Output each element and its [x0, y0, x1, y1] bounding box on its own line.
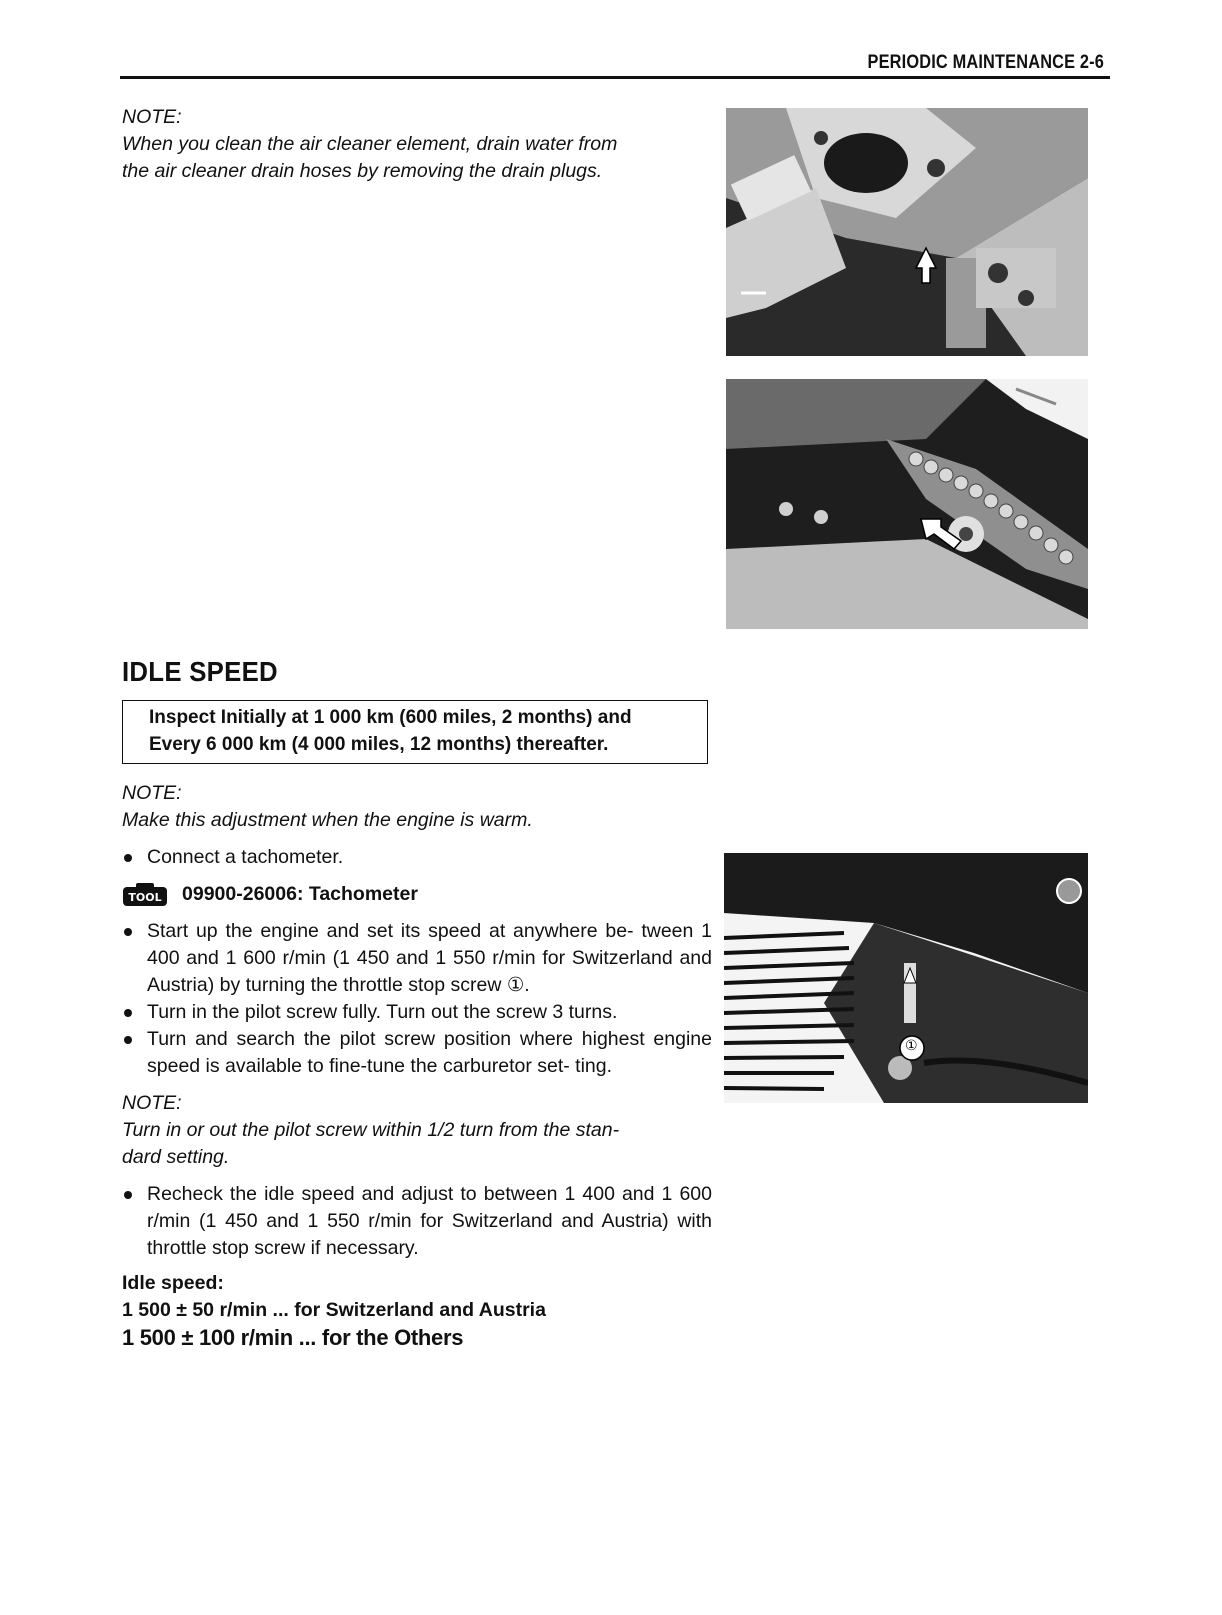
- list-item-text: Turn and search the pilot screw position where highest engine speed is available to fine-tune the carburetor set- ting.: [147, 1028, 712, 1077]
- inspection-line: Every 6 000 km (4 000 miles, 12 months) thereafter.: [149, 734, 609, 755]
- page-header: [120, 48, 1110, 79]
- note-label: NOTE:: [122, 106, 182, 128]
- section-title: IDLE SPEED: [122, 656, 278, 687]
- bullet-icon: [124, 854, 132, 862]
- list-item: [122, 999, 712, 1026]
- note-text-line: When you clean the air cleaner element, drain water from: [122, 133, 618, 155]
- bullet-icon: [124, 1191, 132, 1199]
- list-item-text: Recheck the idle speed and adjust to between 1 400 and 1 600 r/min (1 450 and 1 550 r/min for Switzerland and Austria) with throttle stop screw if necessary.: [147, 1183, 712, 1259]
- bullet-icon: [124, 1036, 132, 1044]
- list-item-text: Connect a tachometer.: [147, 846, 344, 868]
- spec-value: 1 500 ± 100 r/min ... for the Others: [122, 1325, 464, 1350]
- throttle-stop-screw-photo: [724, 853, 1088, 1103]
- callout-number: ①: [905, 1038, 918, 1054]
- note-label: NOTE:: [122, 782, 182, 804]
- bullet-icon: [124, 928, 132, 936]
- bullet-icon: [124, 1009, 132, 1017]
- note-label: NOTE:: [122, 1092, 182, 1114]
- drain-plug-photo: [726, 108, 1088, 356]
- list-item: [122, 1181, 712, 1262]
- note-text-line: Turn in or out the pilot screw within 1/2 turn from the stan-: [122, 1119, 620, 1141]
- svg-text:TOOL: TOOL: [128, 891, 162, 904]
- idle-speed-spec: [122, 1270, 712, 1351]
- list-item-text: Turn in the pilot screw fully. Turn out the screw 3 turns.: [147, 1001, 618, 1023]
- header-title: PERIODIC MAINTENANCE 2-6: [867, 52, 1104, 73]
- spec-label: Idle speed:: [122, 1272, 224, 1294]
- special-tool: [122, 881, 712, 908]
- list-item: [122, 918, 712, 999]
- list-item-text: Start up the engine and set its speed at anywhere be- tween 1 400 and 1 600 r/min (1 450 and 1 550 r/min for Switzerland and Austria) by turning the throttle stop screw ①.: [147, 920, 712, 996]
- tool-icon: [122, 883, 168, 907]
- drain-hose-photo: [726, 379, 1088, 629]
- tool-text: 09900-26006: Tachometer: [182, 883, 418, 905]
- idle-speed-procedure: [122, 780, 712, 1351]
- note-text-line: the air cleaner drain hoses by removing the drain plugs.: [122, 160, 603, 182]
- inspection-interval-box: [122, 700, 708, 764]
- list-item: [122, 1026, 712, 1080]
- inspection-line: Inspect Initially at 1 000 km (600 miles, 2 months) and: [149, 707, 632, 728]
- spec-value: 1 500 ± 50 r/min ... for Switzerland and Austria: [122, 1299, 546, 1321]
- air-cleaner-note: [122, 104, 712, 185]
- pilot-screw-note: [122, 1090, 712, 1171]
- note-text-line: dard setting.: [122, 1146, 230, 1168]
- list-item: [122, 844, 712, 871]
- note-text: Make this adjustment when the engine is warm.: [122, 809, 533, 831]
